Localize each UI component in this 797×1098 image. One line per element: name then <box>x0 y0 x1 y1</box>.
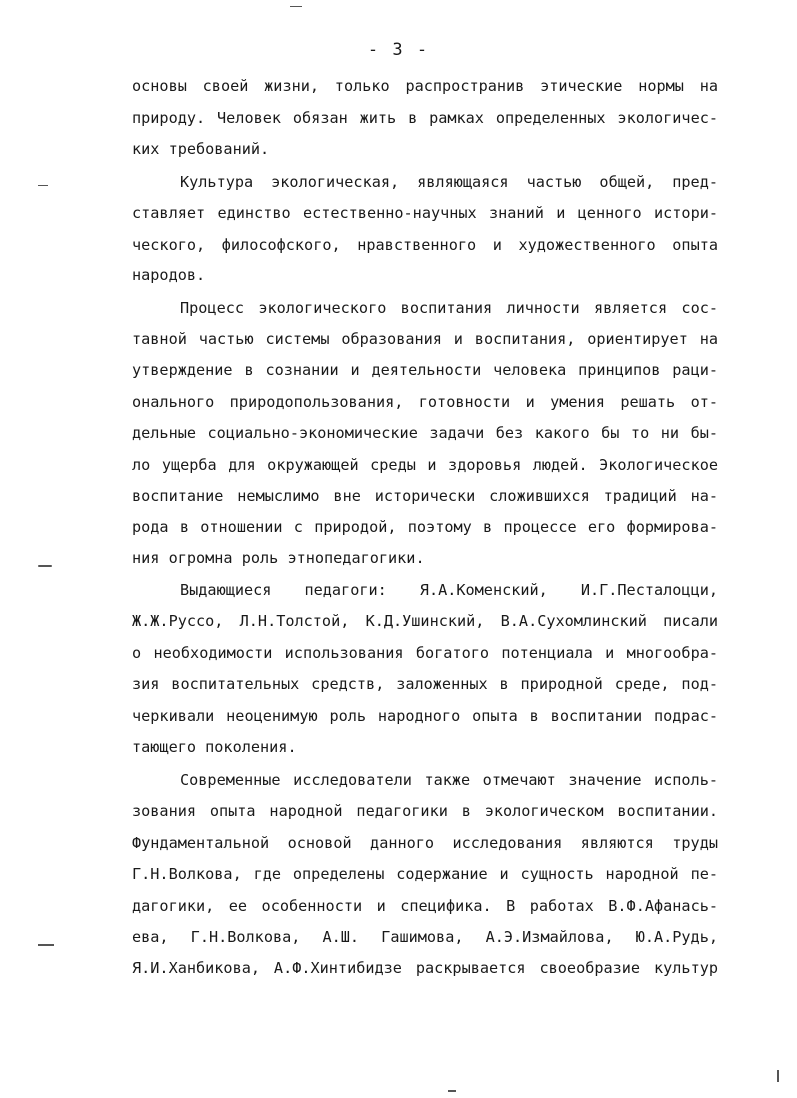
text-line: ния огромна роль этнопедагогики. <box>132 549 425 567</box>
text-line: основы своей жизни, только распространив этические нормы на <box>132 77 718 95</box>
text-line: черкивали неоценимую роль народного опыта в воспитании подрас- <box>132 707 718 725</box>
text-line: тавной частью системы образования и воспитания, ориентирует на <box>132 330 718 348</box>
text-line: воспитание немыслимо вне исторически сложившихся традиций на- <box>132 487 718 505</box>
text-line: тающего поколения. <box>132 738 297 756</box>
text-line: Выдающиеся педагоги: Я.А.Коменский, И.Г.Песталоцци, <box>180 581 718 599</box>
text-line: Современные исследователи также отмечают значение исполь- <box>180 771 718 789</box>
text-line: дагогики, ее особенности и специфика. В работах В.Ф.Афанась- <box>132 897 718 915</box>
text-line: Процесс экологического воспитания личности является сос- <box>180 299 718 317</box>
text-line: зия воспитательных средств, заложенных в природной среде, под- <box>132 675 718 693</box>
scan-mark <box>38 944 54 946</box>
text-line: Я.И.Ханбикова, А.Ф.Хинтибидзе раскрывается своеобразие культур <box>132 959 718 977</box>
text-line: дельные социально-экономические задачи без какого бы то ни бы- <box>132 424 718 442</box>
text-line: природу. Человек обязан жить в рамках определенных экологичес- <box>132 109 718 127</box>
text-line: зования опыта народной педагогики в экологическом воспитании. <box>132 802 718 820</box>
text-line: Г.Н.Волкова, где определены содержание и сущность народной пе- <box>132 865 718 883</box>
scan-mark <box>290 6 302 7</box>
text-line: ло ущерба для окружающей среды и здоровья людей. Экологическое <box>132 456 718 474</box>
text-line: Культура экологическая, являющаяся частью общей, пред- <box>180 173 718 191</box>
scan-mark <box>448 1090 456 1092</box>
page-number: - 3 - <box>367 40 430 60</box>
scan-mark <box>38 565 52 567</box>
text-line: онального природопользования, готовности и умения решать от- <box>132 393 718 411</box>
text-line: ставляет единство естественно-научных знаний и ценного истори- <box>132 204 718 222</box>
text-line: народов. <box>132 266 206 284</box>
scan-mark <box>38 185 48 186</box>
text-line: Фундаментальной основой данного исследования являются труды <box>132 834 718 852</box>
text-line: ева, Г.Н.Волкова, А.Ш. Гашимова, А.Э.Измайлова, Ю.А.Рудь, <box>132 928 718 946</box>
text-line: утверждение в сознании и деятельности человека принципов раци- <box>132 361 718 379</box>
scan-mark <box>777 1070 779 1082</box>
text-line: Ж.Ж.Руссо, Л.Н.Толстой, К.Д.Ушинский, В.А.Сухомлинский писали <box>132 612 718 630</box>
text-line: ческого, философского, нравственного и художественного опыта <box>132 236 718 254</box>
text-line: о необходимости использования богатого потенциала и многообра- <box>132 644 718 662</box>
text-line: рода в отношении с природой, поэтому в процессе его формирова- <box>132 518 718 536</box>
text-line: ких требований. <box>132 140 270 158</box>
